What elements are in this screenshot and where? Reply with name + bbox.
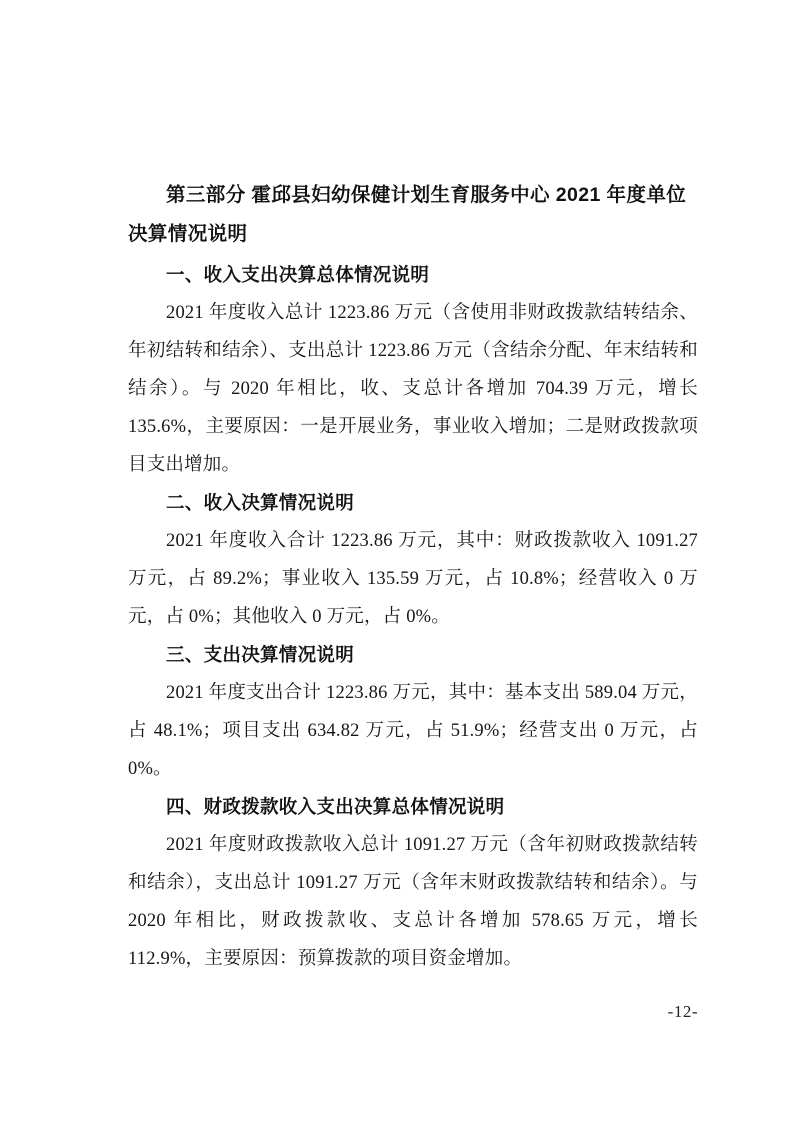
section-heading-2: 二、收入决算情况说明 (166, 492, 355, 513)
section-paragraph-3: 2021 年度支出合计 1223.86 万元，其中：基本支出 589.04 万元，占 48.1%；项目支出 634.82 万元，占 51.9%；经营支出 0 万元，占 0%。 (128, 683, 698, 779)
section-heading-3: 三、支出决算情况说明 (166, 644, 355, 665)
page-title: 第三部分 霍邱县妇幼保健计划生育服务中心 2021 年度单位决算情况说明 (128, 184, 687, 245)
section-paragraph-2: 2021 年度收入合计 1223.86 万元，其中：财政拨款收入 1091.27 万元，占 89.2%；事业收入 135.59 万元，占 10.8%；经营收入 0 万元，占 0%；其他收入 0 万元，占 0%。 (128, 531, 698, 627)
section-heading-1: 一、收入支出决算总体情况说明 (166, 264, 430, 285)
page-number: -12- (667, 1002, 698, 1021)
section-paragraph-1: 2021 年度收入总计 1223.86 万元（含使用非财政拨款结转结余、年初结转和结余）、支出总计 1223.86 万元（含结余分配、年末结转和结余）。与 2020 年相比，收、支总计各增加 704.39 万元，增长 135.6%，主要原因：一是开展业务，事业收入增加；二是财政拨款项目支出增加。 (128, 303, 698, 475)
section-heading-4: 四、财政拨款收入支出决算总体情况说明 (166, 796, 505, 817)
section-paragraph-4: 2021 年度财政拨款收入总计 1091.27 万元（含年初财政拨款结转和结余），支出总计 1091.27 万元（含年末财政拨款结转和结余）。与 2020 年相比，财政拨款收、支总计各增加 578.65 万元，增长 112.9%，主要原因：预算拨款的项目资金增加。 (128, 835, 698, 969)
